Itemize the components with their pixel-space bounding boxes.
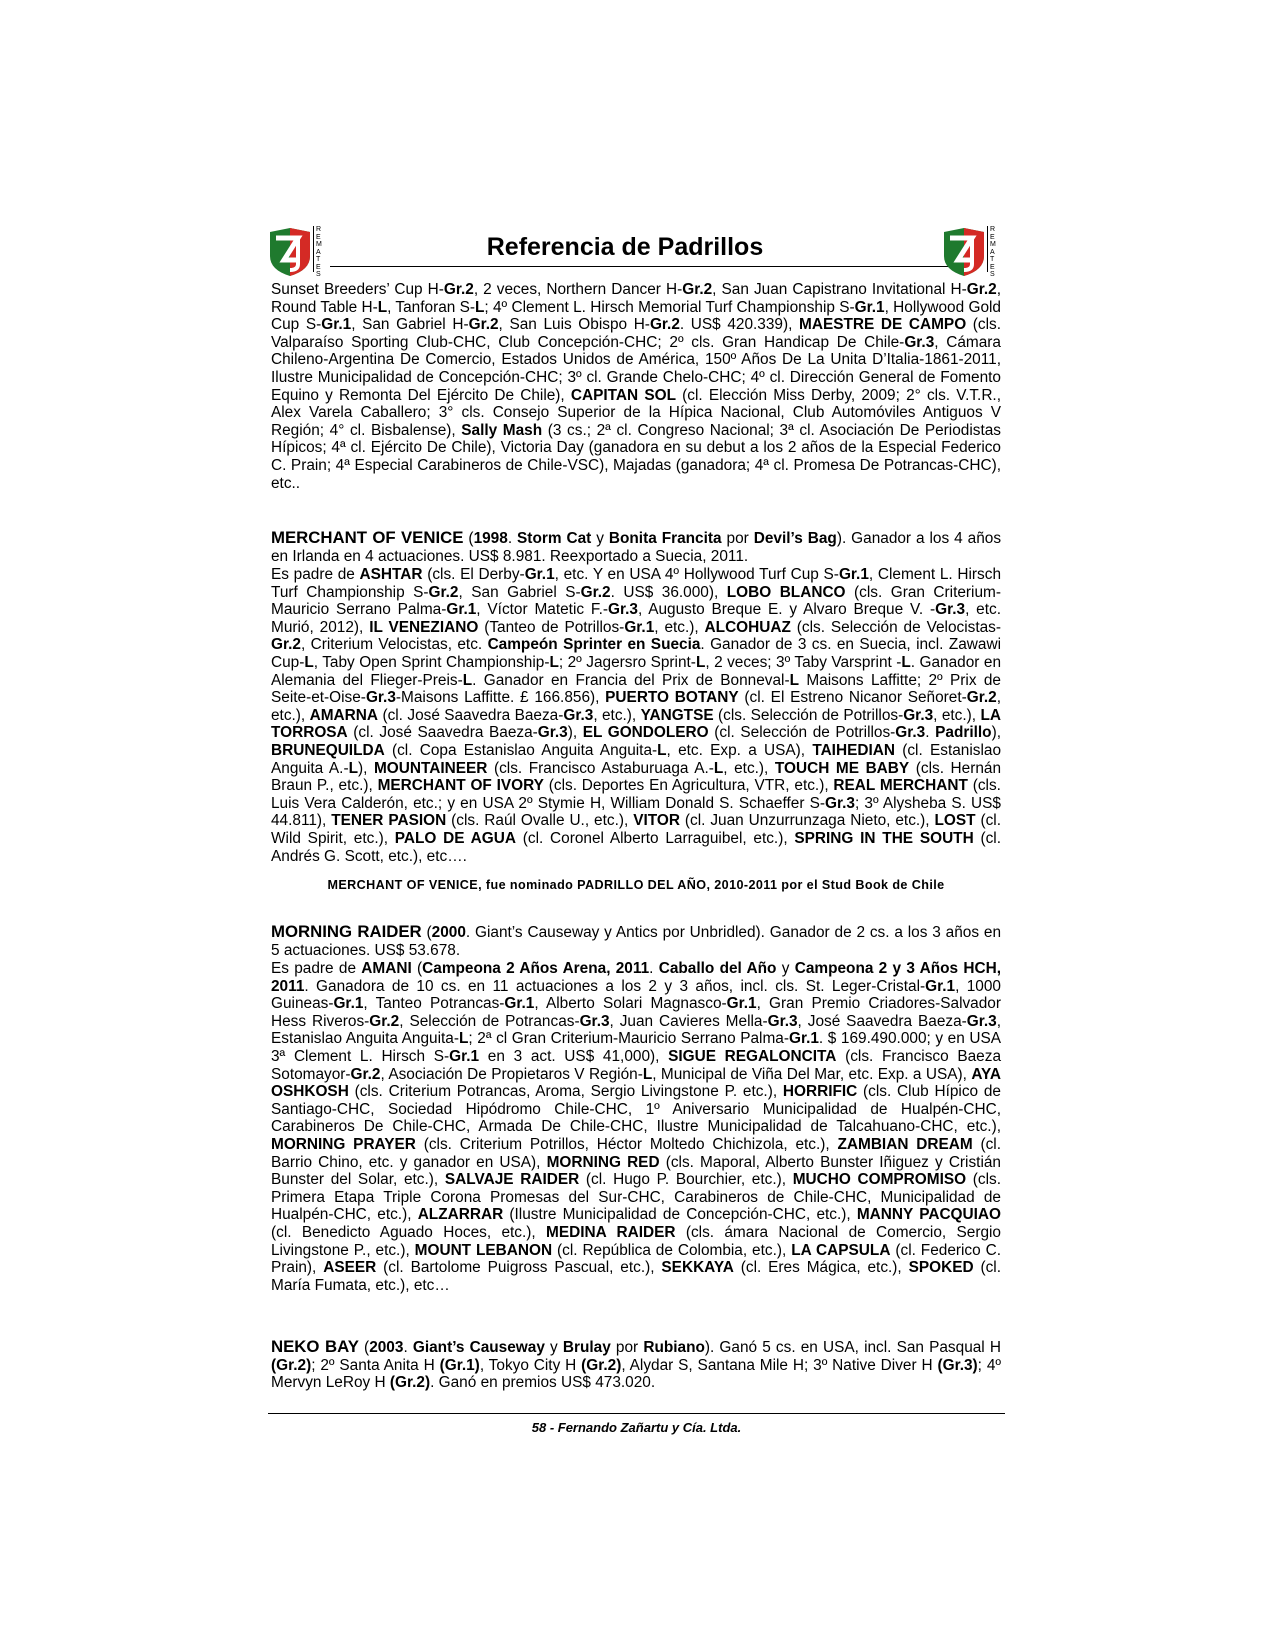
bold-run: L [549,653,559,671]
bold-run: Gr.1 [854,298,885,316]
bold-run: PALO DE AGUA [394,829,516,847]
bold-run: L [475,298,485,316]
text-run: (cl. Elección Miss Derby, 2009; 2° cls. V.T.R., Alex Varela Caballero; 3° cls. Consejo Superior de la Hípica Nacional, Club Automóviles Antiguos V Región; 4° cl. Bisbalense), [271,386,1001,439]
bold-run: L [789,671,799,689]
award-note: MERCHANT OF VENICE, fue nominado PADRILLO DEL AÑO, 2010-2011 por el Stud Book de Chile [327,878,945,892]
bold-run: Gr.3 [903,706,934,724]
bold-run: Gr.1 [446,601,477,619]
bold-run: Caballo del Año [658,960,777,977]
bold-run: Gr.1 [449,1047,480,1065]
text-run: . Ganador de 3 cs. en Suecia, incl. Zawawi Cup- [271,636,1001,671]
text-run: . [507,530,518,547]
bold-run: EL GONDOLERO [582,724,709,742]
bold-run: L [713,759,724,777]
title-divider [330,266,950,267]
text-run: (cl. María Fumata, etc.), etc… [271,1259,1002,1294]
text-run: (cl. Selección de Potrillos- [708,724,896,742]
text-run: ; 2º Santa Anita H [311,1356,440,1374]
text-run: (cl. Estanislao Anguita A.- [271,741,1002,777]
bold-run: TOUCH ME BABY [774,759,910,777]
text-run: , San Gabriel S- [458,583,581,601]
text-run: en 3 act. US$ 41,000), [479,1047,669,1065]
text-run: , San Luis Obispo H- [498,316,650,334]
paragraph-sunset-continuation [271,281,1001,492]
text-run: . Ganador en Alemania del Flieger-Preis- [271,653,1002,689]
bold-run: SPRING IN THE SOUTH [794,829,974,847]
bold-run: ASHTAR [359,566,423,583]
bold-run: NEKO BAY [271,1337,359,1356]
text-run: , Augusto Breque E. y Alvaro Breque V. - [637,601,936,619]
text-run: (cls. Criterium Potrancas, Aroma, Sergio Livingstone P. etc.), [348,1083,783,1101]
bold-run: Gr.1 [788,1030,819,1048]
text-run: , etc.), [654,618,705,636]
text-run: . [925,724,936,742]
text-run: . Giant’s Causeway y Antics por Unbridled). Ganador de 2 cs. a los 3 años en 5 actuaciones. US$ 53.678. [271,924,1002,959]
paragraph-merchant-of-venice-progeny [271,566,1001,865]
bold-run: ZAMBIAN DREAM [837,1135,973,1153]
text-run: , 2 veces, Northern Dancer H- [473,281,683,298]
bold-run: MEDINA RAIDER [546,1223,676,1241]
text-run: , Tanteo Potrancas- [363,995,505,1013]
bold-run: Gr.2 [649,316,680,334]
bold-run: 1998 [473,530,508,547]
text-run: (cls. El Derby- [422,566,525,583]
text-run: (cls. ámara Nacional de Comercio, Sergio Livingstone P., etc.), [271,1223,1001,1259]
text-run: (cls. Francisco Astaburuaga A.- [487,759,714,777]
bold-run: Gr.3 [895,724,926,742]
bold-run: Gr.1 [333,995,364,1013]
text-run: (cl. Bartolome Puigross Pascual, etc.), [376,1259,662,1277]
bold-run: Gr.1 [925,977,956,995]
bold-run: Gr.3 [365,689,396,707]
bold-run: Gr.2 [428,583,459,601]
text-run: , Juan Cavieres Mella- [609,1012,768,1030]
text-run: , San Juan Capistrano Invitational H- [712,281,967,298]
bold-run: AYA OSHKOSH [271,1065,1001,1101]
bold-run: SALVAJE RAIDER [444,1171,580,1189]
paragraph-neko-bay [271,1338,1001,1392]
bold-run: HORRIFIC [782,1083,858,1101]
bold-run: Sally Mash [461,421,543,439]
text-run: , Alydar S, Santana Mile H; 3º Native Diver H [621,1356,938,1374]
text-run: (cls. Selección de Potrillos- [713,706,904,724]
text-run: (cls. Raúl Ovalle U., etc.), [446,812,634,830]
text-run: . US$ 36.000), [610,583,727,601]
bold-run: AMANI [361,960,412,977]
bold-run: REAL MERCHANT [833,777,968,795]
page-footer: 58 - Fernando Zañartu y Cía. Ltda. [531,1420,742,1435]
bold-run: AMARNA [309,706,379,724]
bold-run: MAESTRE DE CAMPO [799,316,967,334]
logo-remates-text: R E M A T E S [990,226,996,278]
bold-run: L [642,1065,653,1083]
text-run: , etc.), [593,706,641,724]
text-run: . Ganadora de 10 cs. en 11 actuaciones a los 2 y 3 años, incl. cls. St. Leger-Cristal- [304,977,926,995]
text-run: , Víctor Matetic F.- [476,601,608,619]
paragraph-merchant-of-venice-header [271,529,1001,565]
bold-run: LA TORROSA [271,706,1001,742]
bold-run: Gr.2 [468,316,499,334]
bold-run: Gr.3 [563,706,594,724]
bold-run: TAIHEDIAN [812,741,895,759]
text-run: , Hollywood Gold Cup S- [271,298,1001,334]
text-run: (cls. Luis Vera Calderón, etc.; y en USA 2º Stymie H, William Donald S. Schaeffer S- [271,777,1001,812]
text-run: , Tanforan S- [387,298,476,316]
text-run: , Asociación De Propietaros V Región- [380,1065,643,1083]
text-run: (cl. Hugo P. Bourchier, etc.), [579,1171,793,1189]
bold-run: Gr.2 [350,1065,381,1083]
text-run: (cl. Coronel Alberto Larraguibel, etc.), [516,829,795,847]
bold-run: MORNING RED [546,1153,660,1171]
text-run: (cls. Hernán Braun P., etc.), [271,759,1002,795]
bold-run: L [377,298,388,316]
bold-run: 2000 [431,924,466,941]
text-run: (cls. Francisco Baeza Sotomayor- [271,1047,1001,1083]
bold-run: Gr.3 [537,724,568,742]
text-run: ( [411,960,423,977]
bold-run: L [462,671,473,689]
text-run: (cl. José Saavedra Baeza- [378,706,564,724]
bold-run: Gr.1 [504,995,535,1013]
bold-run: BRUNEQUILDA [271,741,385,759]
bold-run: Campeona 2 Años Arena, 2011 [422,960,650,977]
text-run: , Round Table H- [271,281,1002,316]
text-run: (Ilustre Municipalidad de Concepción-CHC, etc.), [503,1206,857,1224]
bold-run: L [901,653,911,671]
text-run: , Criterium Velocistas, etc. [300,636,488,654]
text-run: , Gran Premio Criadores-Salvador Hess Riveros- [271,995,1001,1030]
bold-run: Campeón Sprinter en Suecia [487,636,701,654]
page-title: Referencia de Padrillos [486,233,764,261]
text-run: , etc.), [723,759,775,777]
bold-run: IL VENEZIANO [369,618,479,636]
bold-run: L [695,653,706,671]
text-run: por [721,530,754,547]
text-run: ( [358,1339,370,1356]
bold-run: Rubiano [643,1339,705,1356]
bold-run: PUERTO BOTANY [605,689,739,707]
bold-run: ALZARRAR [417,1206,504,1224]
text-run: . $ 169.490.000; y en USA 3ª Clement L. Hirsch S- [271,1030,1001,1065]
bold-run: MERCHANT OF VENICE [271,528,464,547]
text-run: (cls. Valparaíso Sporting Club-CHC, Club Concepción-CHC; 2º cls. Gran Handicap De Chile- [271,316,1002,351]
bold-run: VITOR [633,812,680,830]
text-run: -Maisons Laffitte. £ 166.856), [395,689,606,707]
bold-run: Gr.2 [966,281,997,298]
text-run: (cl. Wild Spirit, etc.), [271,812,1002,847]
bold-run: MANNY PACQUIAO [856,1206,1002,1224]
bold-run: LA CAPSULA [791,1241,891,1259]
bold-run: (Gr.1) [439,1356,480,1374]
bold-run: MERCHANT OF IVORY [377,777,544,795]
bold-run: SPOKED [908,1259,974,1277]
bold-run: L [459,1030,469,1048]
text-run: Maisons Laffitte; 2º Prix de Seite-et-Oise- [271,671,1001,707]
bold-run: MORNING PRAYER [271,1135,416,1153]
bold-run: MOUNT LEBANON [414,1241,553,1259]
bold-run: ASEER [323,1259,377,1277]
text-run: (cl. Eres Mágica, etc.), [733,1259,909,1277]
footer-divider [268,1413,1005,1414]
bold-run: 2003 [369,1339,404,1356]
text-run: ; 3º Alysheba S. US$ 44.811), [271,794,1001,830]
bold-run: (Gr.3) [937,1356,978,1374]
text-run: ; 4º Clement L. Hirsch Memorial Turf Championship S- [484,298,855,316]
text-run: ), [567,724,583,742]
bold-run: Padrillo [935,724,992,742]
text-run: , Estanislao Anguita Anguita- [271,1012,1001,1048]
text-run: , etc. Exp. a USA), [666,741,813,759]
bold-run: (Gr.2) [271,1356,312,1374]
bold-run: Gr.1 [726,995,757,1013]
text-run: (cls. Selección de Velocistas- [790,618,1001,636]
text-run: (cls. Club Hípico de Santiago-CHC, Sociedad Hipódromo Chile-CHC, 1º Aniversario Municipalidad de Hualpén-CHC, Carabineros De Chile-CHC, Armada De Chile-CHC, Ilustre Municipalidad de Talcahuano-CHC, etc.), [271,1083,1001,1136]
text-run: , Clement L. Hirsch Turf Championship S- [271,566,1002,601]
text-run: Sunset Breeders’ Cup H- [271,281,444,298]
text-run: , etc. Y en USA 4º Hollywood Turf Cup S- [554,566,839,583]
bold-run: Gr.1 [321,316,352,334]
text-run: , José Saavedra Baeza- [797,1012,967,1030]
bold-run: Gr.2 [580,583,611,601]
bold-run: Gr.3 [579,1012,610,1030]
bold-run: Storm Cat [517,530,592,547]
bold-run: Devil’s Bag [753,530,837,547]
logo-right [940,226,1002,278]
bold-run: Gr.1 [524,566,555,583]
bold-run: Gr.3 [767,1012,798,1030]
bold-run: LOST [934,812,976,830]
bold-run: Giant’s Causeway [412,1339,545,1356]
text-run: , 2 veces; 3º Taby Varsprint - [705,653,902,671]
text-run: ), [991,724,1001,742]
text-run: ; 4º Mervyn LeRoy H [271,1356,1002,1392]
text-run: (cl. Barrio Chino, etc. y ganador en USA), [271,1135,1001,1171]
text-run: , Cámara Chileno-Argentina De Comercio, Estados Unidos de América, 150º Años De La Unita D’Italia-1861-2011, Ilustre Municipalidad de Concepción-CHC; 3º cl. Grande Chelo-CHC; 4º cl. Dirección General de Fomento Equino y Remonta Del Ejército De Chile), [271,333,1001,404]
bold-run: L [657,741,667,759]
bold-run: CAPITAN SOL [570,386,676,404]
text-run: , Alberto Solari Magnasco- [534,995,727,1013]
text-run: (cl. República de Colombia, etc.), [552,1241,792,1259]
bold-run: Bonita Francita [608,530,722,547]
text-run: ( [421,924,432,941]
bold-run: Gr.2 [271,636,301,654]
text-run: ). Ganó 5 cs. en USA, incl. San Pasqual H [704,1339,1001,1356]
bold-run: Gr.1 [624,618,655,636]
bold-run: Gr.2 [966,689,997,707]
text-run: (cls. Primera Etapa Triple Corona Promesas del Sur-CHC, Carabineros de Chile-CHC, Municipalidad de Hualpén-CHC, etc.), [271,1171,1001,1224]
text-run: , Municipal de Viña Del Mar, etc. Exp. a USA), [652,1065,972,1083]
bold-run: LOBO BLANCO [726,583,846,601]
text-run: (cls. Gran Criterium-Mauricio Serrano Palma- [271,583,1001,619]
paragraph-morning-raider-header [271,923,1001,959]
text-run: . [649,960,659,977]
text-run: Es padre de [271,960,362,977]
text-run: ; 2º Jagersro Sprint- [558,653,696,671]
paragraph-morning-raider-progeny [271,960,1001,1294]
text-run: (cls. Maporal, Alberto Bunster Iñiguez y Cristián Bunster del Solar, etc.), [271,1153,1001,1189]
text-run: . US$ 420.339), [679,316,800,334]
text-run: (cl. José Saavedra Baeza- [347,724,538,742]
bold-run: Gr.3 [825,794,855,812]
text-run: , etc.), [933,706,981,724]
bold-run: MORNING RAIDER [271,922,422,941]
bold-run: Gr.2 [369,1012,400,1030]
text-run: , 1000 Guineas- [271,977,1001,1013]
text-run: y [591,530,609,547]
bold-run: (Gr.2) [581,1356,622,1374]
text-run: , etc. Murió, 2012), [271,601,1001,636]
text-run: y [544,1339,563,1356]
text-run: , San Gabriel H- [351,316,469,334]
text-run: (3 cs.; 2ª cl. Congreso Nacional; 3ª cl. Asociación De Periodistas Hípicos; 4ª cl. Ejército De Chile), Victoria Day (ganadora en su debut a los 2 años de la Especial Federico C. Prain; 4ª Especial Carabineros de Chile-VSC), Majadas (ganadora; 4ª cl. Promesa De Potrancas-CHC), etc.. [271,421,1001,492]
text-run: , Selección de Potrancas- [399,1012,580,1030]
bold-run: SEKKAYA [661,1259,734,1277]
bold-run: MUCHO COMPROMISO [792,1171,967,1189]
bold-run: Gr.1 [838,566,869,583]
text-run: . [403,1339,413,1356]
bold-run: Gr.2 [682,281,713,298]
bold-run: (Gr.2) [389,1374,431,1392]
bold-run: L [304,653,314,671]
text-run: (cl. El Estreno Nicanor Señoret- [738,689,967,707]
logo-remates-text: R E M A T E S [316,226,322,278]
bold-run: Gr.3 [935,601,966,619]
text-run: Es padre de [271,566,360,583]
bold-run: SIGUE REGALONCITA [668,1047,837,1065]
text-run: ; 2ª cl Gran Criterium-Mauricio Serrano Palma- [468,1030,789,1048]
text-run: por [610,1339,644,1356]
zj-shield-icon [940,226,988,278]
text-run: (cl. Benedicto Aguado Hoces, etc.), [271,1223,546,1241]
text-run: ), [358,759,374,777]
bold-run: Brulay [562,1339,611,1356]
bold-run: Campeona 2 y 3 Años HCH, 2011 [271,960,1002,995]
text-run: (cl. Federico C. Prain), [271,1241,1001,1277]
bold-run: Gr.2 [443,281,474,298]
text-run: (cls. Deportes En Agricultura, VTR, etc.), [543,777,834,795]
text-run: , Tokyo City H [479,1356,582,1374]
text-run: . Ganador en Francia del Prix de Bonneval- [472,671,790,689]
bold-run: L [348,759,358,777]
text-run: . Ganó en premios US$ 473.020. [430,1374,656,1392]
bold-run: TENER PASION [331,812,447,830]
bold-run: Gr.3 [904,333,935,351]
bold-run: MOUNTAINEER [373,759,488,777]
bold-run: ALCOHUAZ [704,618,791,636]
bold-run: Gr.3 [966,1012,997,1030]
text-run: , etc.), [271,689,1001,724]
text-run: , Taby Open Sprint Championship- [313,653,550,671]
text-run: (cl. Copa Estanislao Anguita Anguita- [384,741,658,759]
bold-run: Gr.3 [608,601,638,619]
bold-run: YANGTSE [640,706,714,724]
text-run: (cl. Andrés G. Scott, etc.), etc…. [271,829,1001,865]
text-run: ). Ganador a los 4 años en Irlanda en 4 actuaciones. US$ 8.981. Reexportado a Suecia, 2011. [271,530,1002,565]
text-run: ( [463,530,474,547]
text-run: (cls. Criterium Potrillos, Héctor Moltedo Chichizola, etc.), [415,1135,838,1153]
text-run: (cl. Juan Unzurrunzaga Nieto, etc.), [679,812,935,830]
text-run: (Tanteo de Potrillos- [478,618,625,636]
text-run: y [776,960,795,977]
